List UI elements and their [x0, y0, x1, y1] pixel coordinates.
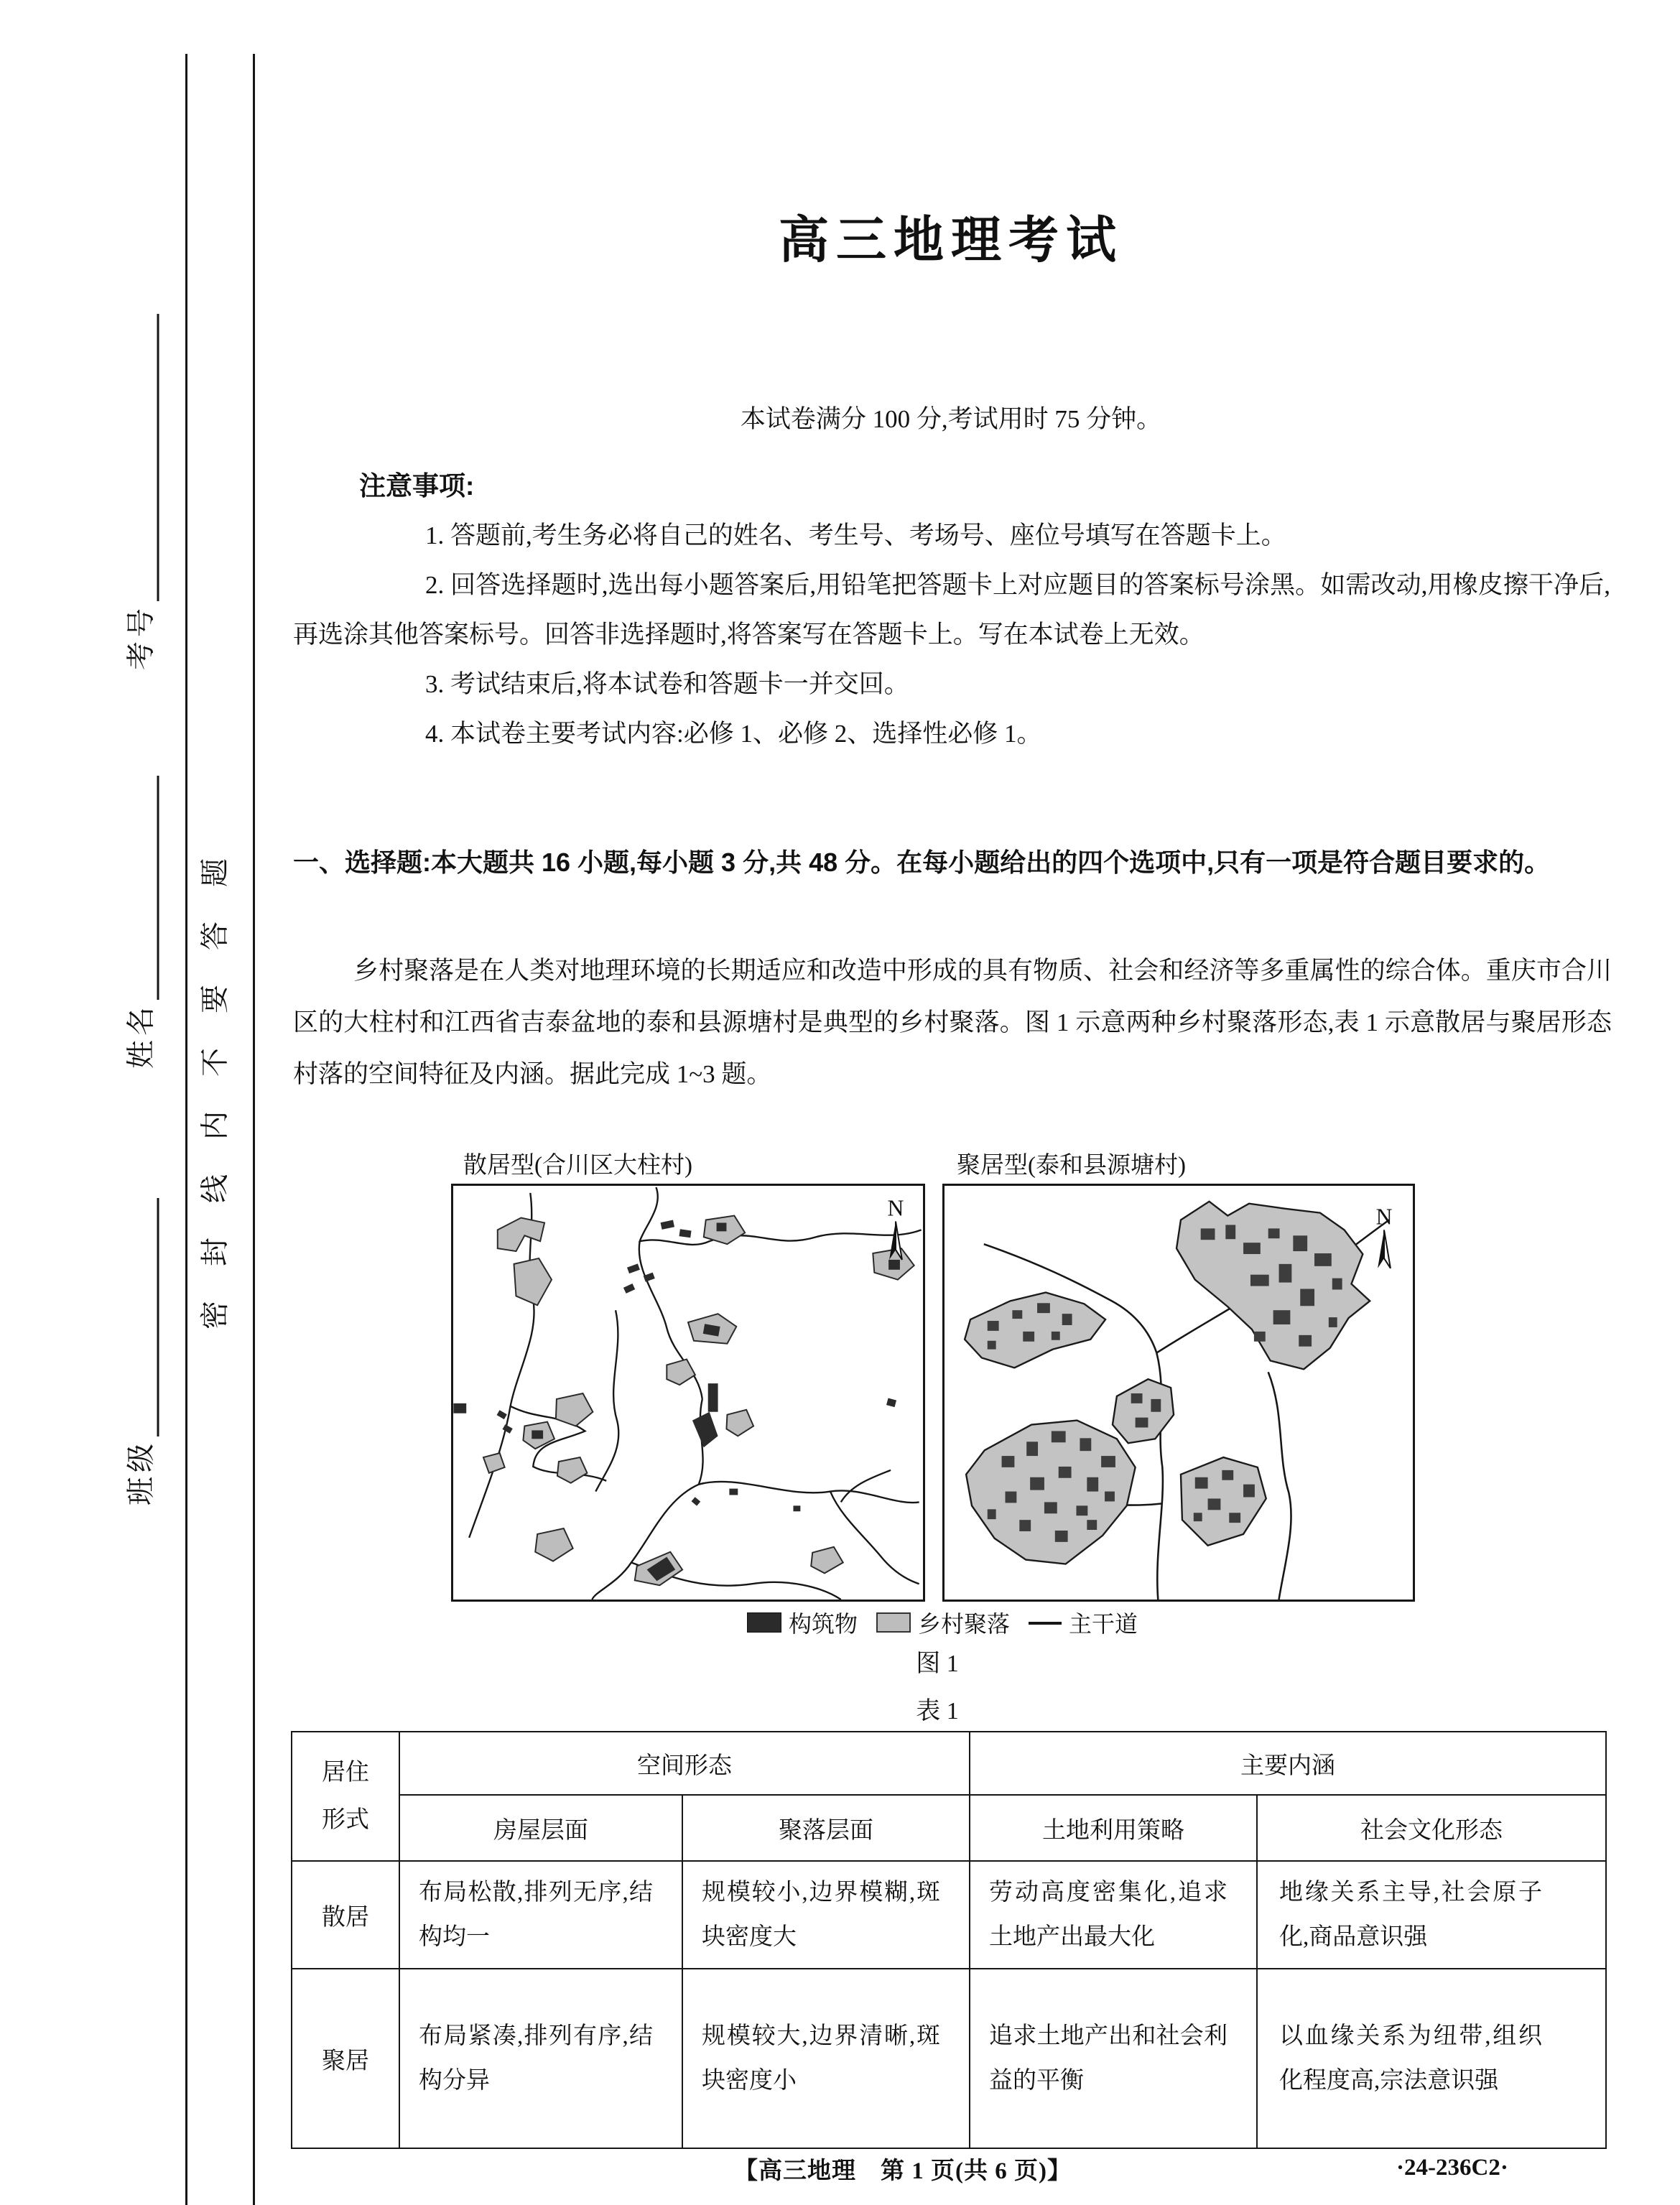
class-field	[119, 1198, 159, 1505]
clustered-map-graphic	[945, 1186, 1413, 1600]
compass-right	[1376, 1204, 1393, 1268]
seal-warning-char: 要	[198, 985, 231, 1013]
clustered-settlement-map	[942, 1184, 1415, 1602]
road-swatch-icon	[1029, 1622, 1062, 1625]
clustered-landuse-cell: 追求土地产出和社会利益的平衡	[970, 1969, 1257, 2148]
student-name-field	[119, 776, 159, 1069]
seal-warning-char: 线	[198, 1174, 231, 1203]
seal-warning-char: 题	[198, 858, 231, 887]
clustered-map-title: 聚居型(泰和县源塘村)	[957, 1153, 1186, 1179]
group-header-connotation: 主要内涵	[970, 1732, 1606, 1795]
clustered-settlement-cell: 规模较大,边界清晰,斑块密度小	[682, 1969, 970, 2148]
class-blank	[135, 1198, 159, 1436]
clustered-house-cell: 布局紧凑,排列有序,结构分异	[399, 1969, 682, 2148]
footer-paper-code: ·24-236C2·	[1396, 2155, 1508, 2181]
group-header-spatial: 空间形态	[399, 1732, 970, 1795]
clustered-socioculture-cell: 以血缘关系为纽带,组织化程度高,宗法意识强	[1257, 1969, 1606, 2148]
notes-section	[293, 461, 1610, 758]
dispersed-settlement-cell: 规模较小,边界模糊,斑块密度大	[682, 1861, 970, 1969]
dispersed-landuse-cell: 劳动高度密集化,追求土地产出最大化	[970, 1861, 1257, 1969]
dispersed-map-graphic	[453, 1186, 923, 1600]
corner-header: 居住形式	[292, 1732, 399, 1861]
legend-structure	[747, 1606, 858, 1639]
notes-heading: 注意事项:	[359, 471, 475, 501]
seal-warning-char: 不	[198, 1048, 231, 1077]
dispersed-socioculture-cell: 地缘关系主导,社会原子化,商品意识强	[1257, 1861, 1606, 1969]
question-1-3-intro: 乡村聚落是在人类对地理环境的长期适应和改造中形成的具有物质、社会和经济等多重属性的综合体。重庆市合川区的大柱村和江西省吉泰盆地的泰和县源塘村是典型的乡村聚落。图 1 示意两种乡村聚落形态,表 1 示意散居与聚居形态村落的空间特征及内涵。据此完成 1~3 题。	[293, 957, 1612, 1088]
col-header-house: 房屋层面	[399, 1795, 682, 1861]
dispersed-house-cell: 布局松散,排列无序,结构均一	[399, 1861, 682, 1969]
note-item-2: 2. 回答选择题时,选出每小题答案后,用铅笔把答题卡上对应题目的答案标号涂黑。如需改动,用橡皮擦干净后,再选涂其他答案标号。回答非选择题时,将答案写在答题卡上。写在本试卷上无效。	[293, 571, 1610, 649]
row-label-clustered: 聚居	[292, 1969, 399, 2148]
dispersed-map-title: 散居型(合川区大柱村)	[463, 1153, 692, 1179]
exam-subtitle: 本试卷满分 100 分,考试用时 75 分钟。	[740, 405, 1162, 433]
table-1-caption: 表 1	[916, 1698, 959, 1724]
table-row-dispersed	[292, 1861, 1606, 1969]
svg-text:N: N	[1375, 1204, 1393, 1230]
note-item-3: 3. 考试结束后,将本试卷和答题卡一并交回。	[425, 670, 909, 698]
exam-number-label: 考号	[124, 604, 157, 670]
structure-swatch-icon	[747, 1612, 781, 1633]
footer-page-info: 【高三地理 第 1 页(共 6 页)】	[734, 2158, 1072, 2184]
seal-line-outer	[253, 54, 255, 2205]
section-1-header: 一、选择题:本大题共 16 小题,每小题 3 分,共 48 分。在每小题给出的四个选项中,只有一项是符合题目要求的。	[293, 848, 1551, 877]
exam-number-blank	[135, 314, 159, 601]
settlement-swatch-icon	[876, 1612, 911, 1633]
page-title: 高三地理考试	[779, 213, 1123, 269]
dispersed-settlement-map	[451, 1184, 925, 1602]
col-header-socioculture: 社会文化形态	[1257, 1795, 1606, 1861]
legend-settlement-label: 乡村聚落	[918, 1611, 1011, 1637]
note-item-1: 1. 答题前,考生务必将自己的姓名、考生号、考场号、座位号填写在答题卡上。	[425, 521, 1286, 549]
legend-road-label: 主干道	[1069, 1611, 1138, 1637]
legend-settlement	[876, 1606, 1010, 1639]
svg-text:N: N	[887, 1195, 904, 1221]
map-legend	[747, 1606, 1156, 1639]
exam-number-field	[119, 314, 159, 670]
legend-structure-label: 构筑物	[789, 1611, 858, 1637]
row-label-dispersed: 散居	[292, 1861, 399, 1969]
seal-warning-char: 答	[198, 922, 231, 950]
student-name-blank	[135, 776, 159, 1000]
col-header-settlement: 聚落层面	[682, 1795, 970, 1861]
seal-warning-char: 封	[198, 1238, 231, 1266]
settlement-comparison-table	[291, 1731, 1607, 2149]
col-header-landuse: 土地利用策略	[970, 1795, 1257, 1861]
seal-line-inner	[185, 54, 187, 2205]
legend-road	[1029, 1606, 1138, 1639]
seal-warning-char: 密	[198, 1301, 231, 1329]
class-label: 班级	[124, 1439, 157, 1505]
seal-warning-char: 内	[198, 1111, 231, 1140]
table-row-clustered	[292, 1969, 1606, 2148]
figure-1-caption: 图 1	[916, 1651, 959, 1677]
student-name-label: 姓名	[124, 1003, 157, 1069]
note-item-4: 4. 本试卷主要考试内容:必修 1、必修 2、选择性必修 1。	[425, 720, 1042, 748]
